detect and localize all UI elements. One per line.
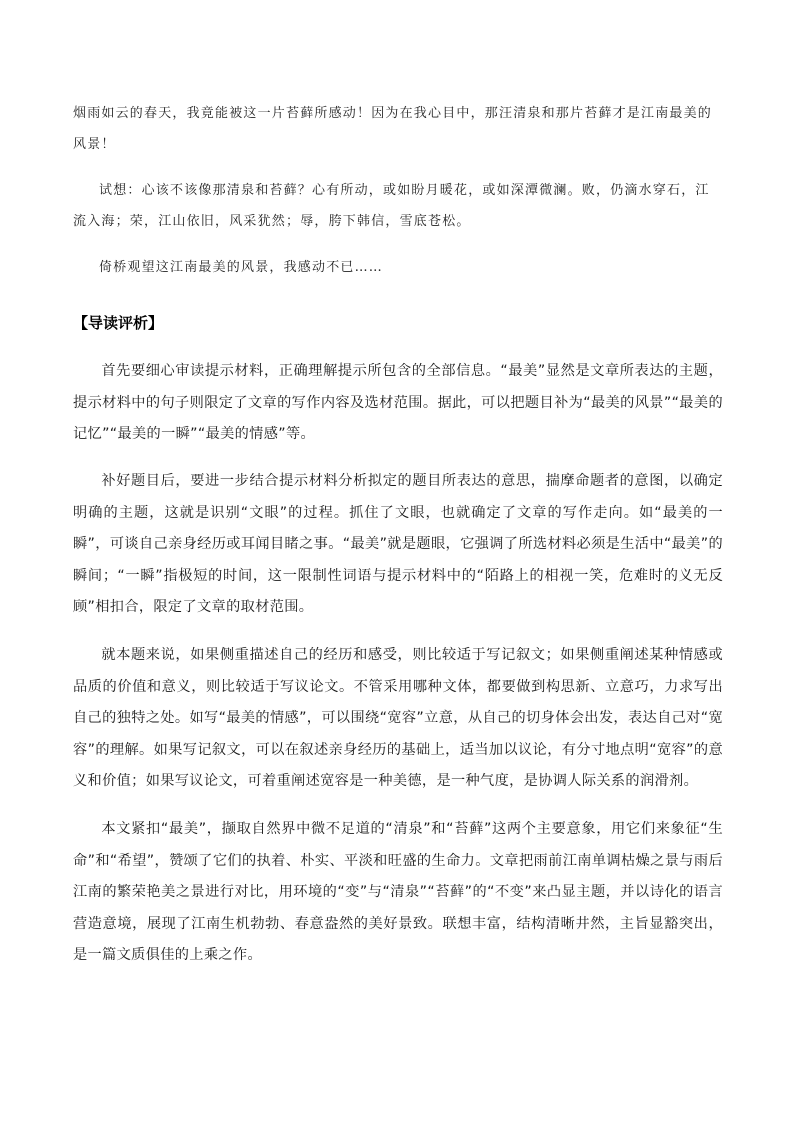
essay-ending-paragraph-2: 试想：心该不该像那清泉和苔藓？心有所动，或如盼月暖花，或如深潭微澜。败，仍滴水穿石，江流入海；荣，江山依旧，风采犹然；辱，胯下韩信，雪底苍松。 <box>73 183 710 229</box>
essay-ending-paragraph-1: 烟雨如云的春天，我竟能被这一片苔藓所感动！因为在我心目中，那汪清泉和那片苔藓才是江南最美的风景！ <box>73 106 713 152</box>
analysis-paragraph-4: 本文紧扣“最美”，撷取自然界中微不足道的“清泉”和“苔藓”这两个主要意象，用它们来象征“生命”和“希望”，赞颂了它们的执着、朴实、平淡和旺盛的生命力。文章把雨前江南单调枯燥之景与雨后江南的繁荣艳美之景进行对比，用环境的“变”与“清泉”“苔藓”的“不变”来凸显主题，并以诗化的语言营造意境，展现了江南生机勃勃、春意盎然的美好景致。联想丰富，结构清晰井然，主旨显豁突出，是一篇文质俱佳的上乘之作。 <box>73 821 723 963</box>
analysis-paragraph-3: 就本题来说，如果侧重描述自己的经历和感受，则比较适于写记叙文；如果侧重阐述某种情感或品质的价值和意义，则比较适于写议论文。不管采用哪种文体，都要做到构思新、立意巧，力求写出自己的独特之处。如写“最美的情感”，可以围绕“宽容”立意，从自己的切身体会出发，表达自己对“宽容”的理解。如果写记叙文，可以在叙述亲身经历的基础上，适当加以议论，有分寸地点明“宽容”的意义和价值；如果写议论文，可着重阐述宽容是一种美德，是一种气度，是协调人际关系的润滑剂。 <box>73 647 723 789</box>
analysis-heading: 【导读评析】 <box>73 314 164 332</box>
essay-ending-paragraph-3: 倚桥观望这江南最美的风景，我感动不已…… <box>99 260 384 275</box>
analysis-paragraph-1: 首先要细心审读提示材料，正确理解提示所包含的全部信息。“最美”显然是文章所表达的主题，提示材料中的句子则限定了文章的写作内容及选材范围。据此，可以把题目补为“最美的风景”“最美的记忆”“最美的一瞬”“最美的情感”等。 <box>73 363 723 442</box>
analysis-paragraph-2: 补好题目后，要进一步结合提示材料分析拟定的题目所表达的意思，揣摩命题者的意图，以确定明确的主题，这就是识别“文眼”的过程。抓住了文眼，也就确定了文章的写作走向。如“最美的一瞬”，可谈自己亲身经历或耳闻目睹之事。“最美”就是题眼，它强调了所选材料必须是生活中“最美”的瞬间；“一瞬”指极短的时间，这一限制性词语与提示材料中的“陌路上的相视一笑，危难时的义无反顾”相扣合，限定了文章的取材范围。 <box>73 473 723 615</box>
